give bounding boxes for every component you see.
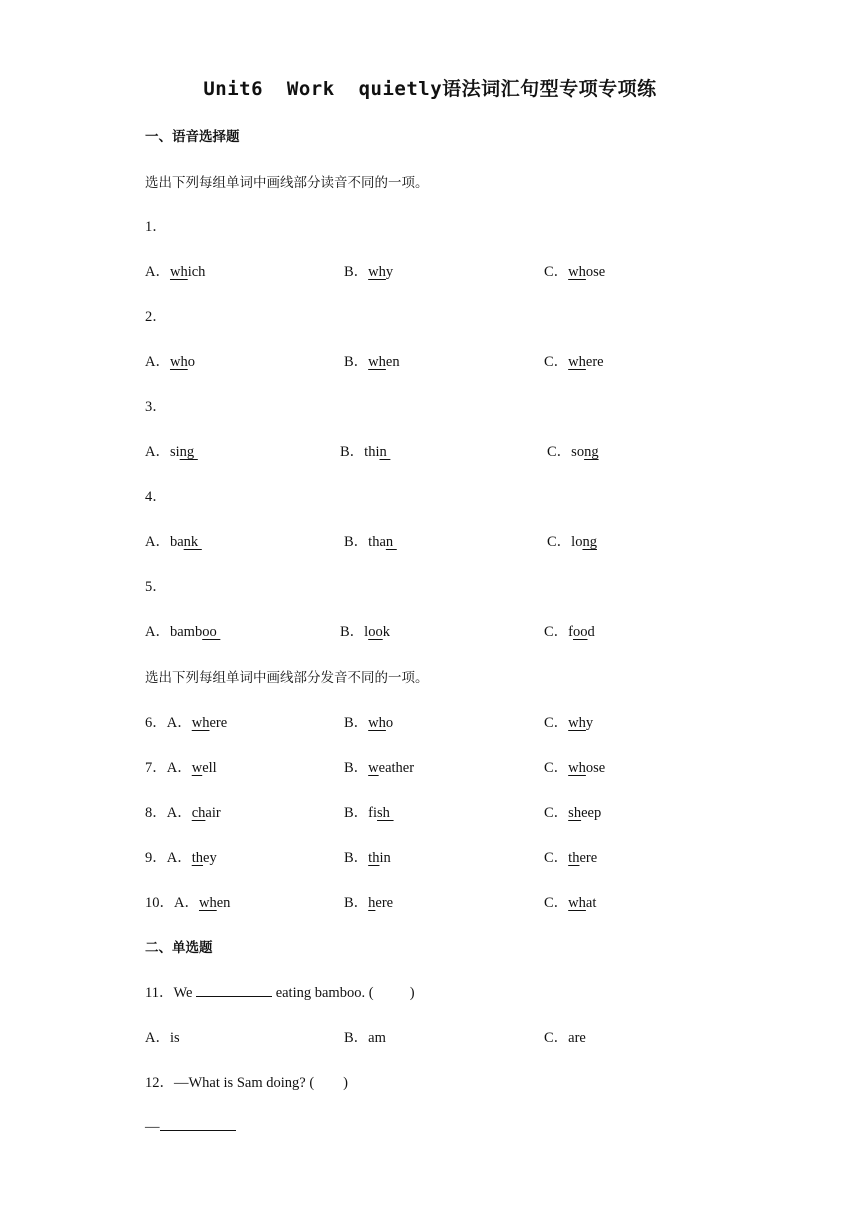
q10-option-c: C．what	[544, 895, 597, 911]
q5-option-a: A．bamboo	[145, 624, 221, 640]
question-4-number: 4．	[145, 489, 167, 505]
q5-option-c: C．food	[544, 624, 595, 640]
q8-option-c: C．sheep	[544, 805, 602, 821]
answer-blank	[196, 982, 272, 997]
q9-option-b: B．thin	[344, 850, 391, 866]
instruction-2: 选出下列每组单词中画线部分发音不同的一项。	[145, 670, 429, 686]
question-1-number: 1．	[145, 219, 167, 235]
section-heading-single-choice: 二、单选题	[145, 940, 213, 956]
instruction-1: 选出下列每组单词中画线部分读音不同的一项。	[145, 175, 429, 191]
q10-option-a: 10．A．when	[145, 895, 231, 911]
question-2-number: 2．	[145, 309, 167, 325]
question-12-stem: 12．—What is Sam doing? ( )	[145, 1075, 348, 1091]
q4-option-b: B．than	[344, 534, 397, 550]
q4-option-c: C．long	[547, 534, 597, 550]
q6-option-b: B．who	[344, 715, 394, 731]
q7-option-b: B．weather	[344, 760, 415, 776]
q2-option-a: A．who	[145, 354, 195, 370]
q7-option-c: C．whose	[544, 760, 606, 776]
q11-option-b: B．am	[344, 1030, 386, 1046]
q3-option-b: B．thin	[340, 444, 391, 460]
q1-option-c: C．whose	[544, 264, 606, 280]
question-12-answer-line: —	[145, 1116, 236, 1136]
answer-blank	[160, 1116, 236, 1131]
q3-option-c: C．song	[547, 444, 599, 460]
q9-option-c: C．there	[544, 850, 598, 866]
question-3-number: 3．	[145, 399, 167, 415]
q4-option-a: A．bank	[145, 534, 202, 550]
q3-option-a: A．sing	[145, 444, 198, 460]
q8-option-b: B．fish	[344, 805, 394, 821]
q6-option-c: C．why	[544, 715, 594, 731]
question-11-stem: 11．We eating bamboo. ( )	[145, 981, 415, 1002]
q9-option-a: 9．A．they	[145, 850, 217, 866]
question-5-number: 5．	[145, 579, 167, 595]
page-title: Unit6 Work quietly语法词汇句型专项专项练	[203, 78, 657, 100]
q5-option-b: B．look	[340, 624, 390, 640]
q2-option-b: B．when	[344, 354, 400, 370]
q1-option-b: B．why	[344, 264, 394, 280]
q8-option-a: 8．A．chair	[145, 805, 221, 821]
q10-option-b: B．here	[344, 895, 394, 911]
q1-option-a: A．which	[145, 264, 206, 280]
q11-option-c: C．are	[544, 1030, 586, 1046]
q11-option-a: A．is	[145, 1030, 180, 1046]
q7-option-a: 7．A．well	[145, 760, 217, 776]
section-heading-phonics: 一、语音选择题	[145, 129, 240, 145]
q6-option-a: 6．A．where	[145, 715, 228, 731]
q2-option-c: C．where	[544, 354, 604, 370]
